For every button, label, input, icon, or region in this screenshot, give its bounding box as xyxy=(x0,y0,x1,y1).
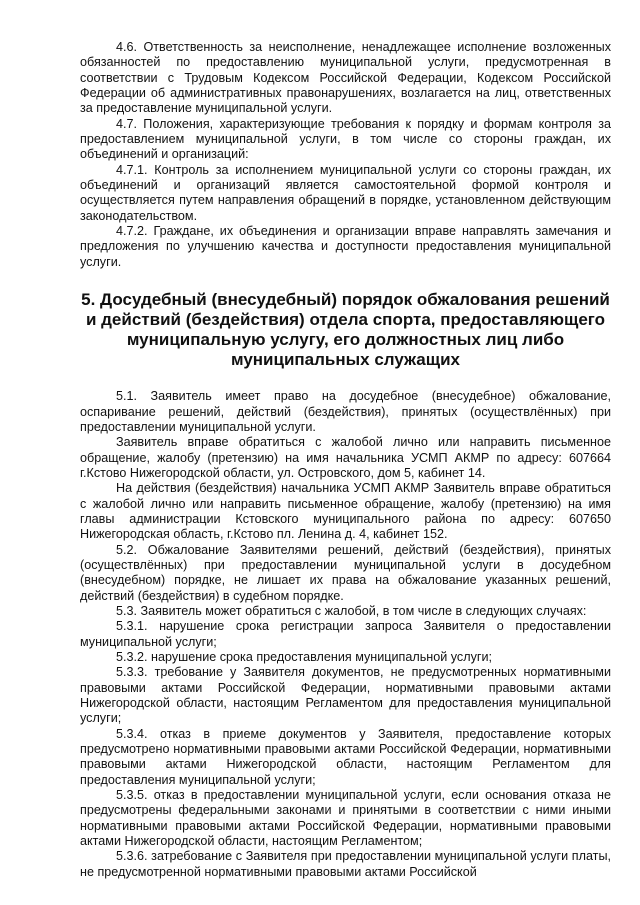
paragraph-5-3-5: 5.3.5. отказ в предоставлении муниципальной услуги, если основания отказа не предусмотрены федеральными законами и принятыми в соответствии с ними иными нормативными правовыми актами Российской Федерации, нормативными правовыми актами Нижегородской области, настоящим Регламентом; xyxy=(80,788,611,849)
paragraph-4-6: 4.6. Ответственность за неисполнение, ненадлежащее исполнение возложенных обязанностей по предоставлению муниципальной услуги, предусмотренная в соответствии с Трудовым Кодексом Российской Федерации, Кодексом Российской Федерации об административных правонарушениях, возлагается на лиц, ответственных за предоставление муниципальной услуги. xyxy=(80,40,611,116)
paragraph-5-3: 5.3. Заявитель может обратиться с жалобой, в том числе в следующих случаях: xyxy=(116,603,587,618)
heading-line: муниципальную услугу, его должностных лиц либо xyxy=(126,330,565,350)
paragraph-4-7: 4.7. Положения, характеризующие требования к порядку и формам контроля за предоставлением муниципальной услуги, в том числе со стороны граждан, их объединений и организаций: xyxy=(80,116,611,162)
paragraph-5-3-3: 5.3.3. требование у Заявителя документов, не предусмотренных нормативными правовыми актами Российской Федерации, нормативными правовыми актами Нижегородской области, настоящим Регламентом для предоставления муниципальной услуги; xyxy=(80,665,611,726)
section-5-paragraphs xyxy=(80,389,611,880)
paragraph-complaint-head: На действия (бездействия) начальника УСМП АКМР Заявитель вправе обратиться с жалобой лично или направить письменное обращение, жалобу (претензию) на имя главы администрации Кстовского муниципального района по адресу: 607650 Нижегородская область, г.Кстово пл. Ленина д. 4, кабинет 152. xyxy=(80,481,611,542)
section-4-paragraphs xyxy=(80,40,611,270)
paragraph-4-7-1: 4.7.1. Контроль за исполнением муниципальной услуги со стороны граждан, их объединений и организаций является самостоятельной формой контроля и осуществляется путем направления обращений в порядке, установленном действующим законодательством. xyxy=(80,162,611,223)
document-page xyxy=(80,40,611,880)
paragraph-5-3-4: 5.3.4. отказ в приеме документов у Заявителя, предоставление которых предусмотрено нормативными правовыми актами Российской Федерации, нормативными правовыми актами Нижегородской области, настоящим Регламентом для предоставления муниципальной услуги; xyxy=(80,726,611,787)
heading-line: и действий (бездействия) отдела спорта, предоставляющего xyxy=(85,310,606,330)
paragraph-5-3-6: 5.3.6. затребование с Заявителя при предоставлении муниципальной услуги платы, не предусмотренной нормативными правовыми актами Российской xyxy=(80,849,611,879)
paragraph-5-3-2: 5.3.2. нарушение срока предоставления муниципальной услуги; xyxy=(116,650,492,664)
section-5-heading xyxy=(80,290,611,370)
paragraph-4-7-2: 4.7.2. Граждане, их объединения и организации вправе направлять замечания и предложения по улучшению качества и доступности предоставления муниципальной услуги. xyxy=(80,224,611,269)
heading-line: муниципальных служащих xyxy=(230,350,461,370)
paragraph-5-2: 5.2. Обжалование Заявителями решений, действий (бездействия), принятых (осуществлённых) при предоставлении муниципальной услуги в досудебном (внесудебном) порядке, не лишает их права на обжалование указанных решений, действий (бездействия) в судебном порядке. xyxy=(80,542,611,603)
paragraph-complaint-usmp: Заявитель вправе обратиться с жалобой лично или направить письменное обращение, жалобу (претензию) на имя начальника УСМП АКМР по адресу: 607664 г.Кстово Нижегородской области, ул. Островского, дом 5, кабинет 14. xyxy=(80,435,611,480)
paragraph-5-3-1: 5.3.1. нарушение срока регистрации запроса Заявителя о предоставлении муниципальной услуги; xyxy=(80,619,611,649)
heading-line: 5. Досудебный (внесудебный) порядок обжалования решений xyxy=(81,290,610,310)
paragraph-5-1: 5.1. Заявитель имеет право на досудебное (внесудебное) обжалование, оспаривание решений, действий (бездействия), принятых (осуществлённых) при предоставлении муниципальной услуги. xyxy=(80,389,611,434)
